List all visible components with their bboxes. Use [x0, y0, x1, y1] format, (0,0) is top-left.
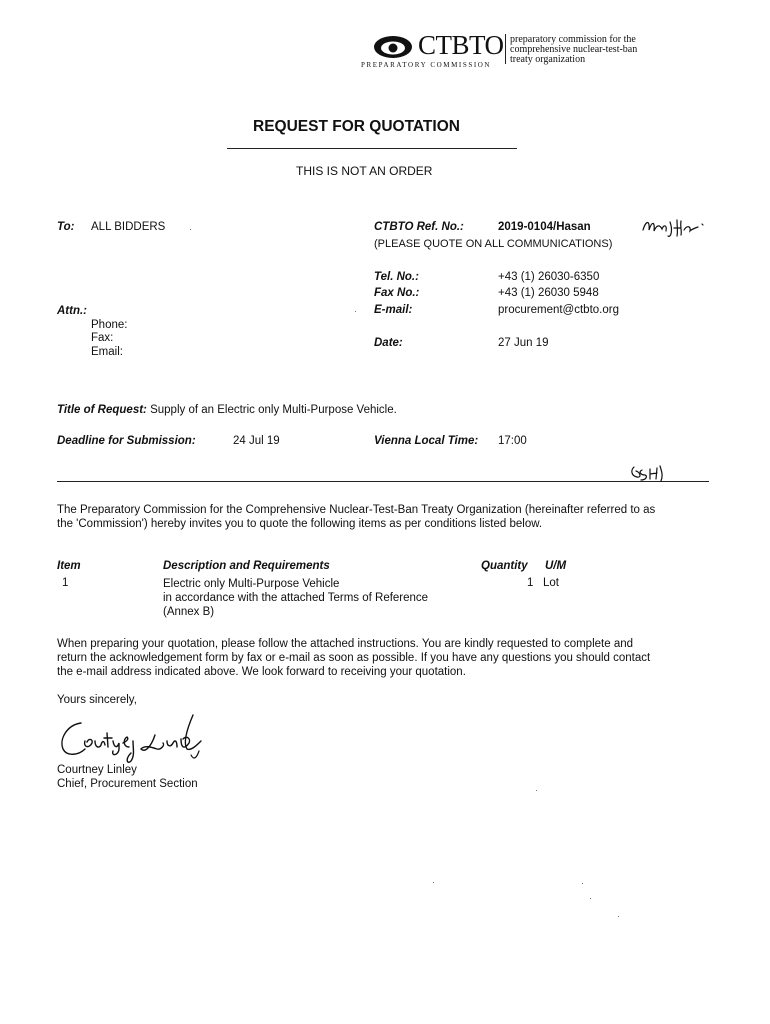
attn-email: Email: [91, 346, 123, 358]
attn-phone: Phone: [91, 319, 128, 331]
tel-label: Tel. No.: [374, 271, 419, 283]
row-description-3: (Annex B) [163, 606, 215, 618]
email-value[interactable]: procurement@ctbto.org [498, 304, 619, 316]
row-um: Lot [543, 577, 559, 589]
scan-speck [590, 898, 591, 899]
scan-speck [190, 229, 191, 230]
to-value: ALL BIDDERS [91, 221, 166, 233]
closing: Yours sincerely, [57, 694, 137, 706]
scan-speck [355, 311, 356, 312]
ctbto-logo-icon [372, 34, 414, 60]
handwritten-initials-icon [640, 216, 708, 240]
email-label: E-mail: [374, 304, 413, 316]
intro-line-1: The Preparatory Commission for the Comprehensive Nuclear-Test-Ban Treaty Organization (hereinafter referred to as [57, 504, 656, 516]
page-title: REQUEST FOR QUOTATION [253, 118, 460, 135]
attn-fax: Fax: [91, 332, 114, 344]
logo-subtitle: PREPARATORY COMMISSION [361, 61, 492, 69]
logo-tagline-2: comprehensive nuclear-test-ban [510, 44, 638, 55]
scan-speck [433, 882, 434, 883]
request-title-label: Title of Request: [57, 404, 147, 416]
instructions-line-3: the e-mail address indicated above. We look forward to receiving your quotation. [57, 666, 466, 678]
instructions-line-2: return the acknowledgement form by fax or e-mail as soon as possible. If you have any questions you should contact [57, 652, 651, 664]
logo-divider [505, 34, 506, 64]
time-value: 17:00 [498, 435, 527, 447]
scan-speck [536, 790, 537, 791]
column-header-um: U/M [545, 560, 567, 572]
fax-value: +43 (1) 26030 5948 [498, 287, 599, 299]
handwritten-initials-icon [624, 462, 674, 484]
date-label: Date: [374, 337, 403, 349]
row-item-number: 1 [62, 577, 69, 589]
logo-text: CTBTO [418, 30, 504, 60]
tel-value: +43 (1) 26030-6350 [498, 271, 600, 283]
instructions-line-1: When preparing your quotation, please follow the attached instructions. You are kindly requested to complete and [57, 638, 634, 650]
logo-tagline-3: treaty organization [510, 54, 586, 65]
signatory-name: Courtney Linley [57, 764, 137, 776]
row-description-2: in accordance with the attached Terms of Reference [163, 592, 429, 604]
date-value: 27 Jun 19 [498, 337, 549, 349]
deadline-label: Deadline for Submission: [57, 435, 196, 447]
section-rule [57, 481, 709, 482]
scan-speck [582, 883, 583, 884]
attn-label: Attn.: [57, 305, 88, 317]
signatory-position: Chief, Procurement Section [57, 778, 198, 790]
request-title-row [57, 404, 397, 416]
not-order-notice: THIS IS NOT AN ORDER [296, 164, 433, 178]
time-label: Vienna Local Time: [374, 435, 479, 447]
row-description-1: Electric only Multi-Purpose Vehicle [163, 578, 340, 590]
column-header-item: Item [57, 560, 81, 572]
deadline-value: 24 Jul 19 [233, 435, 280, 447]
request-title-value: Supply of an Electric only Multi-Purpose Vehicle. [150, 404, 397, 416]
column-header-quantity: Quantity [481, 560, 528, 572]
to-label: To: [57, 221, 75, 233]
ref-value: 2019-0104/Hasan [498, 221, 591, 233]
row-quantity: 1 [527, 577, 534, 589]
ref-note: (PLEASE QUOTE ON ALL COMMUNICATIONS) [374, 238, 613, 250]
logo-tagline-1: preparatory commission for the [510, 34, 636, 45]
column-header-description: Description and Requirements [163, 560, 330, 572]
scan-speck [618, 916, 619, 917]
signature-icon [55, 705, 215, 767]
fax-label: Fax No.: [374, 287, 420, 299]
title-rule [227, 148, 517, 149]
ref-label: CTBTO Ref. No.: [374, 221, 464, 233]
intro-line-2: the 'Commission') hereby invites you to quote the following items as per conditions listed below. [57, 518, 543, 530]
